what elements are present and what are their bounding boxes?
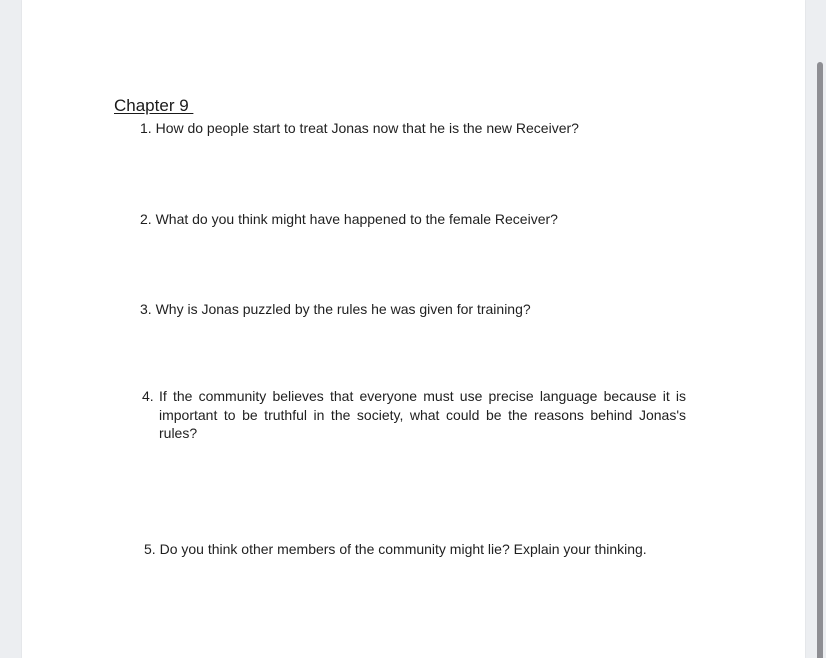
chapter-title: Chapter 9 — [114, 96, 194, 115]
question-number: 3. — [140, 301, 152, 317]
document-page — [22, 0, 805, 658]
scrollbar-thumb[interactable] — [817, 62, 823, 658]
question-text: Why is Jonas puzzled by the rules he was given for training? — [155, 301, 531, 317]
question-1 — [140, 119, 579, 138]
question-text: Do you think other members of the community might lie? Explain your thinking. — [159, 541, 647, 557]
question-4 — [142, 387, 686, 443]
question-number: 5. — [144, 541, 156, 557]
question-2 — [140, 210, 558, 229]
question-text: How do people start to treat Jonas now that he is the new Receiver? — [155, 120, 579, 136]
question-number: 1. — [140, 120, 152, 136]
question-text: If the community believes that everyone must use precise language because it is important to be truthful in the society, what could be the reasons behind Jonas's rules? — [159, 388, 686, 441]
vertical-scrollbar[interactable] — [814, 0, 826, 658]
question-number: 4. — [142, 388, 154, 404]
question-3 — [140, 300, 531, 319]
question-text: What do you think might have happened to the female Receiver? — [155, 211, 558, 227]
question-5 — [144, 540, 647, 559]
question-number: 2. — [140, 211, 152, 227]
